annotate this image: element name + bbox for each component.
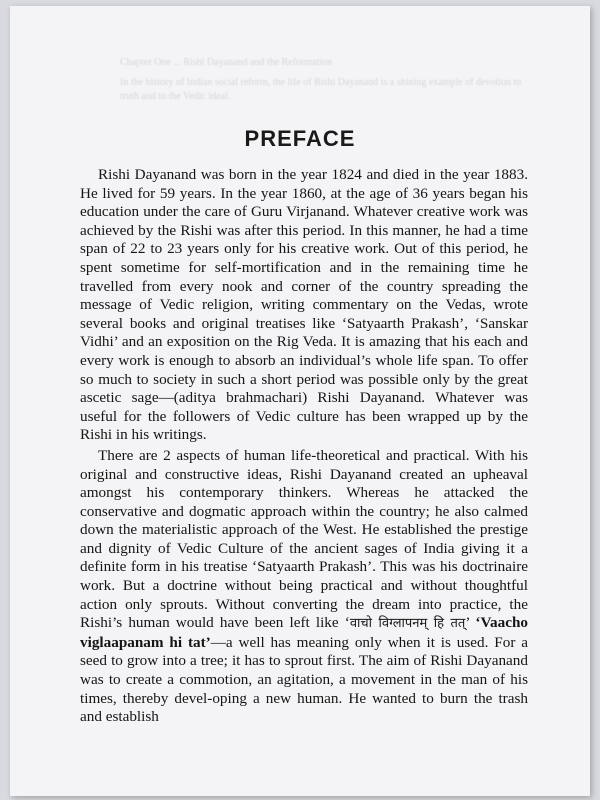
preface-body <box>80 166 528 727</box>
bleed-through-text <box>120 56 540 110</box>
devanagari-quote: वाचो विग्लापनम् हि तत् <box>349 616 466 632</box>
quote-close: ’ <box>465 614 470 632</box>
bleed-through-line: Chapter One ... Rishi Dayanand and the Reformation <box>120 57 333 68</box>
transliteration: ‘Vaacho viglaapanam hi tat’ <box>80 614 528 651</box>
paragraph-2-intro: There are 2 aspects of human life-theoretical and practical. With his original and constructive ideas, Rishi Dayanand created an upheaval amongst his contemporary thinkers. Whereas he attacked the conservative and dogmatic approach within the country; he also calmed down the materialistic approach of the West. He established the prestige and dignity of Vedic Culture of the ancient sages of India giving it a definite form in his treatise ‘Satyaarth Prakash’. This was his doctrinaire work. But a doctrine without being practical and without thoughtful action only sprouts. Without converting the dream into practice, the Rishi’s human would have been left like ‘ <box>80 446 528 632</box>
paragraph-2 <box>80 447 528 727</box>
paragraph-2-rest: —a well has meaning only when it is used. For a seed to grow into a tree; it has to sprout first. The aim of Rishi Dayanand was to create a commotion, an agitation, a movement in the man of his times, thereby devel-oping a new human. He wanted to burn the trash and establish <box>80 633 529 726</box>
paragraph-1: Rishi Dayanand was born in the year 1824 and died in the year 1883. He lived for 59 years. In the year 1860, at the age of 36 years began his education under the care of Guru Virjanand. Whatever creative work was achieved by the Rishi was after this period. In this manner, he had a time span of 22 to 23 years only for his creative work. Out of this period, he spent sometime for self-mortification and in the remaining time he travelled from every nook and corner of the country spreading the message of Vedic religion, writing commentary on the Vedas, wrote several books and original treatises like ‘Satyaarth Prakash’, ‘Sanskar Vidhi’ and an exposition on the Rig Veda. It is amazing that his each and every work is enough to absorb an individual’s whole life span. To offer so much to society in such a short period was possible only by the great ascetic sage—(aditya brahmachari) Rishi Dayanand. Whatever was useful for the followers of Vedic culture has been wrapped up by the Rishi in his writings. <box>80 166 528 444</box>
book-page <box>10 6 590 796</box>
bleed-through-line: In the history of Indian social reform, the life of Rishi Dayanand is a shining example of devotion to truth and to the Vedic ideal. <box>120 77 522 102</box>
page-title: PREFACE <box>244 126 356 151</box>
